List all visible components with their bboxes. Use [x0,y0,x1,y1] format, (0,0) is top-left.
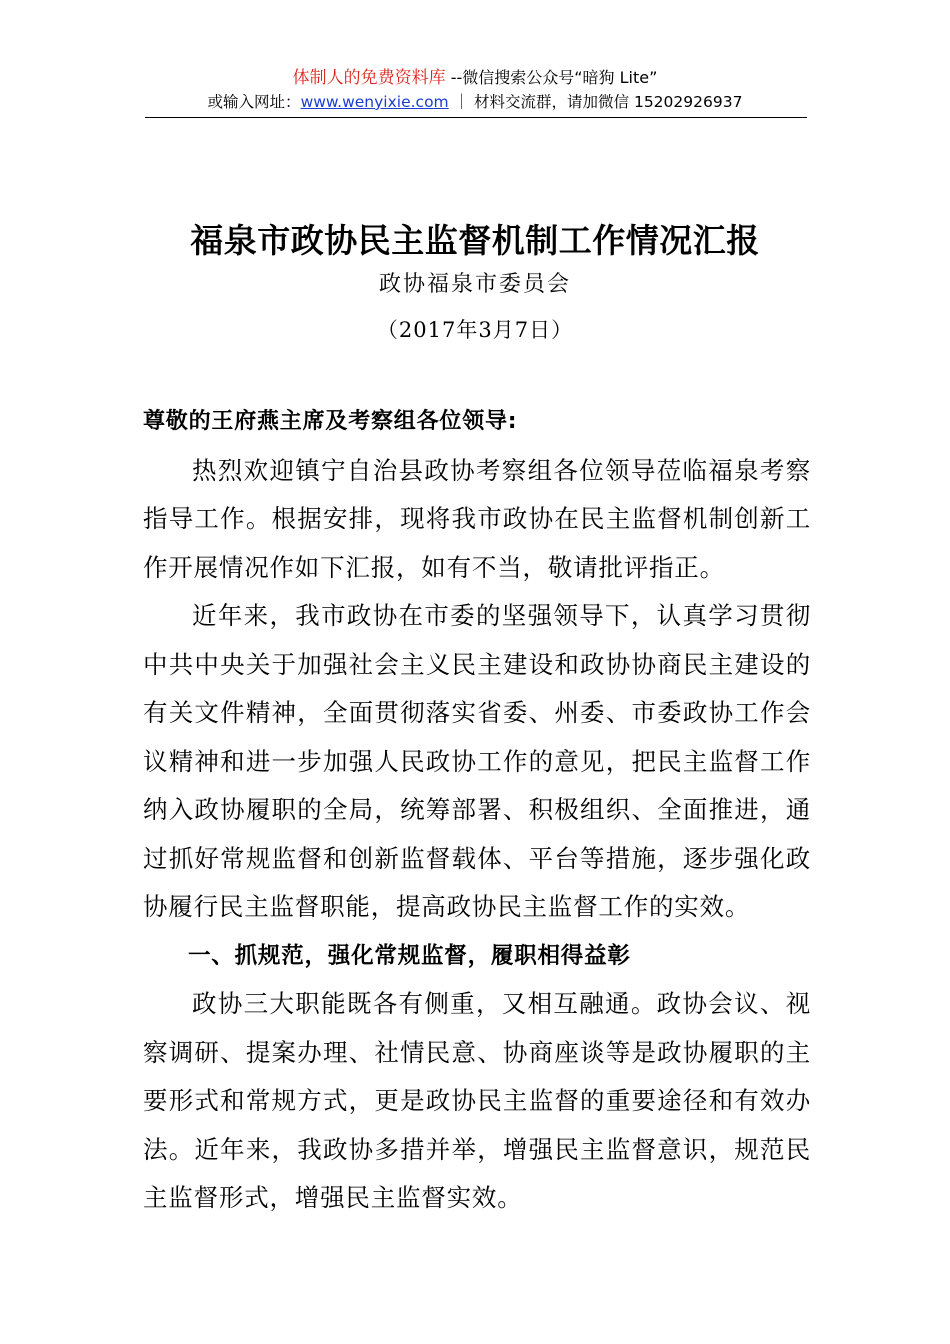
section-heading-1: 一、抓规范，强化常规监督，履职相得益彰 [188,942,631,969]
document-organization: 政协福泉市委员会 [378,272,571,297]
header-brand: 体制人的免费资料库 [292,68,446,88]
paragraph-overview: 近年来，我市政协在市委的坚强领导下，认真学习贯彻中共中央关于加强社会主义民主建设和政协协商民主建设的有关文件精神，全面贯彻落实省委、州委、市委政协工作会议精神和进一步加强人民政协工作的意见，把民主监督工作纳入政协履职的全局，统筹部署、积极组织、全面推进，通过抓好常规监督和创新监督载体、平台等措施，逐步强化政协履行民主监督职能，提高政协民主监督工作的实效。 [143,601,811,921]
header-divider [145,117,807,118]
header-url-line [145,90,805,114]
paragraph-welcome: 热烈欢迎镇宁自治县政协考察组各位领导莅临福泉考察指导工作。根据安排，现将我市政协在民主监督机制创新工作开展情况作如下汇报，如有不当，敬请批评指正。 [143,455,811,582]
header-url-prefix: 或输入网址： [207,93,301,111]
header-url-link[interactable]: www.wenyixie.com [300,93,449,111]
header-wechat-note: --微信搜索公众号“暗狗 Lite” [445,68,658,87]
document-date: （2017年3月7日） [376,318,574,342]
header-promo-line [145,66,805,90]
salutation: 尊敬的王府燕主席及考察组各位领导: [143,409,518,434]
document-body [143,398,811,1223]
page-header [145,66,805,114]
header-contact: ｜ 材料交流群，请加微信 15202926937 [448,93,743,111]
paragraph-section-1: 政协三大职能既各有侧重，又相互融通。政协会议、视察调研、提案办理、社情民意、协商座谈等是政协履职的主要形式和常规方式，更是政协民主监督的重要途径和有效办法。近年来，我政协多措并举，增强民主监督意识，规范民主监督形式，增强民主监督实效。 [143,989,811,1212]
document-title: 福泉市政协民主监督机制工作情况汇报 [190,221,760,260]
